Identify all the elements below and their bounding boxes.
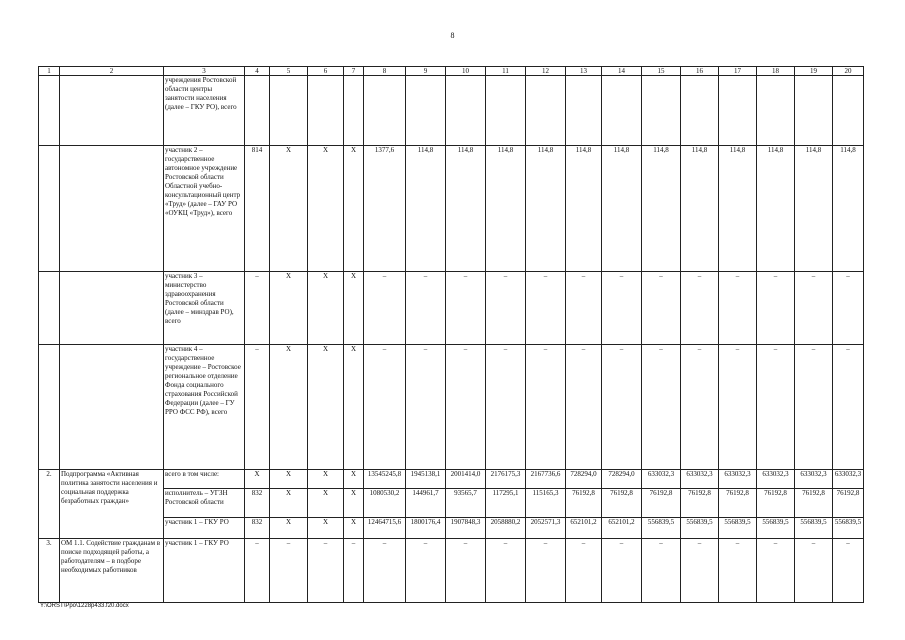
value-cell: 2058880,2 bbox=[486, 518, 526, 539]
file-path-footer: Y:\ORST\Ppo\1228p433.f20.docx bbox=[40, 603, 129, 609]
value-cell: Х bbox=[270, 489, 308, 518]
value-cell: – bbox=[833, 345, 864, 470]
value-cell: 2001414,0 bbox=[446, 470, 486, 489]
value-cell: 652101,2 bbox=[566, 518, 602, 539]
column-header: 8 bbox=[364, 67, 406, 76]
value-cell: – bbox=[757, 272, 795, 345]
column-header: 13 bbox=[566, 67, 602, 76]
value-cell: 76192,8 bbox=[566, 489, 602, 518]
value-cell: 114,8 bbox=[486, 146, 526, 272]
value-cell: 652101,2 bbox=[602, 518, 642, 539]
value-cell: Х bbox=[308, 470, 344, 489]
value-cell: – bbox=[344, 539, 364, 603]
value-cell: – bbox=[486, 539, 526, 603]
value-cell: – bbox=[681, 345, 719, 470]
value-cell: – bbox=[446, 345, 486, 470]
value-cell: – bbox=[486, 272, 526, 345]
column-header: 15 bbox=[642, 67, 681, 76]
value-cell: 556839,5 bbox=[681, 518, 719, 539]
value-cell: – bbox=[757, 345, 795, 470]
value-cell: 633032,3 bbox=[757, 470, 795, 489]
value-cell: 1907848,3 bbox=[446, 518, 486, 539]
value-cell: – bbox=[681, 272, 719, 345]
value-cell: – bbox=[526, 272, 566, 345]
column-header: 14 bbox=[602, 67, 642, 76]
value-cell: 114,8 bbox=[602, 146, 642, 272]
value-cell: 114,8 bbox=[719, 146, 757, 272]
row-number bbox=[39, 146, 60, 272]
value-cell: 76192,8 bbox=[719, 489, 757, 518]
value-cell: – bbox=[526, 345, 566, 470]
value-cell: Х bbox=[344, 345, 364, 470]
value-cell: Х bbox=[270, 146, 308, 272]
value-cell: 633032,3 bbox=[833, 470, 864, 489]
row-number bbox=[39, 272, 60, 345]
value-cell: 2176175,3 bbox=[486, 470, 526, 489]
value-cell: Х bbox=[270, 345, 308, 470]
table-row bbox=[39, 76, 864, 146]
value-cell: – bbox=[757, 539, 795, 603]
value-cell: – bbox=[795, 272, 833, 345]
value-cell: – bbox=[833, 539, 864, 603]
column-header: 4 bbox=[245, 67, 270, 76]
table-row bbox=[39, 272, 864, 345]
value-cell: – bbox=[566, 539, 602, 603]
value-cell: – bbox=[446, 539, 486, 603]
program-name: ОМ 1.1. Содействие гражданам в поиске подходящей работы, а работодателям – в подборе необходимых работников bbox=[60, 539, 164, 603]
value-cell: – bbox=[406, 345, 446, 470]
column-header: 20 bbox=[833, 67, 864, 76]
value-cell: 633032,3 bbox=[642, 470, 681, 489]
value-cell: – bbox=[364, 539, 406, 603]
column-header: 18 bbox=[757, 67, 795, 76]
column-header: 9 bbox=[406, 67, 446, 76]
column-header: 1 bbox=[39, 67, 60, 76]
value-cell: 144961,7 bbox=[406, 489, 446, 518]
value-cell: 556839,5 bbox=[795, 518, 833, 539]
value-cell: 728294,0 bbox=[566, 470, 602, 489]
row-number: 2. bbox=[39, 470, 60, 539]
value-cell: 76192,8 bbox=[602, 489, 642, 518]
column-header: 10 bbox=[446, 67, 486, 76]
value-cell: – bbox=[406, 272, 446, 345]
value-cell: Х bbox=[344, 146, 364, 272]
value-cell: 114,8 bbox=[642, 146, 681, 272]
column-header: 2 bbox=[60, 67, 164, 76]
column-header: 19 bbox=[795, 67, 833, 76]
column-header: 17 bbox=[719, 67, 757, 76]
participant-name: учреждения Ростовской области центры занятости населения (далее – ГКУ РО), всего bbox=[164, 76, 245, 146]
value-cell: 114,8 bbox=[795, 146, 833, 272]
value-cell: 114,8 bbox=[757, 146, 795, 272]
value-cell: – bbox=[602, 345, 642, 470]
table-row bbox=[39, 345, 864, 470]
table-row bbox=[39, 539, 864, 603]
program-name: Подпрограмма «Активная политика занятости населения и социальная поддержка безработных граждан» bbox=[60, 470, 164, 539]
participant-name: участник 4 – государственное учреждение – Ростовское региональное отделение Фонда социального страхования Российской Федерации (далее – ГУ РРО ФСС РФ), всего bbox=[164, 345, 245, 470]
value-cell: – bbox=[642, 272, 681, 345]
value-cell: Х bbox=[270, 272, 308, 345]
value-cell: – bbox=[642, 345, 681, 470]
value-cell: 76192,8 bbox=[757, 489, 795, 518]
row-number bbox=[39, 76, 60, 146]
table-row bbox=[39, 470, 864, 489]
budget-table bbox=[38, 66, 864, 603]
value-cell: – bbox=[719, 272, 757, 345]
value-cell: 832 bbox=[245, 489, 270, 518]
value-cell: Х bbox=[245, 470, 270, 489]
value-cell: 832 bbox=[245, 518, 270, 539]
value-cell: 76192,8 bbox=[642, 489, 681, 518]
value-cell: 633032,3 bbox=[795, 470, 833, 489]
value-cell: 556839,5 bbox=[642, 518, 681, 539]
value-cell: 114,8 bbox=[833, 146, 864, 272]
value-cell: Х bbox=[308, 345, 344, 470]
value-cell: Х bbox=[308, 518, 344, 539]
value-cell: 117295,1 bbox=[486, 489, 526, 518]
value-cell: 1377,6 bbox=[364, 146, 406, 272]
participant-name: всего в том числе: bbox=[164, 470, 245, 489]
value-cell: Х bbox=[344, 272, 364, 345]
row-number: 3. bbox=[39, 539, 60, 603]
value-cell: – bbox=[245, 539, 270, 603]
page-number: 8 bbox=[450, 31, 455, 40]
value-cell: 633032,3 bbox=[681, 470, 719, 489]
table-body bbox=[39, 67, 864, 603]
value-cell: – bbox=[602, 539, 642, 603]
value-cell: 556839,5 bbox=[757, 518, 795, 539]
column-header: 7 bbox=[344, 67, 364, 76]
value-cell: 114,8 bbox=[566, 146, 602, 272]
column-header: 12 bbox=[526, 67, 566, 76]
value-cell: – bbox=[566, 345, 602, 470]
value-cell: 114,8 bbox=[406, 146, 446, 272]
column-header: 6 bbox=[308, 67, 344, 76]
value-cell: – bbox=[406, 539, 446, 603]
value-cell: – bbox=[681, 539, 719, 603]
program-name bbox=[60, 272, 164, 345]
value-cell: Х bbox=[308, 272, 344, 345]
value-cell: – bbox=[719, 345, 757, 470]
value-cell: Х bbox=[344, 470, 364, 489]
value-cell: – bbox=[486, 345, 526, 470]
participant-name: участник 2 – государственное автономное учреждение Ростовской области Областной учебно-консультационный центр «Труд» (далее – ГАУ РО «ОУКЦ «Труд»), всего bbox=[164, 146, 245, 272]
participant-name: участник 1 – ГКУ РО bbox=[164, 518, 245, 539]
value-cell: 114,8 bbox=[681, 146, 719, 272]
value-cell: 114,8 bbox=[446, 146, 486, 272]
value-cell: – bbox=[795, 345, 833, 470]
value-cell: 2167736,6 bbox=[526, 470, 566, 489]
value-cell: – bbox=[270, 539, 308, 603]
value-cell: – bbox=[602, 272, 642, 345]
value-cell: – bbox=[245, 272, 270, 345]
value-cell: 633032,3 bbox=[719, 470, 757, 489]
value-cell: 556839,5 bbox=[719, 518, 757, 539]
column-header: 5 bbox=[270, 67, 308, 76]
value-cell: Х bbox=[308, 146, 344, 272]
value-cell: – bbox=[364, 345, 406, 470]
value-cell: 93565,7 bbox=[446, 489, 486, 518]
row-number bbox=[39, 345, 60, 470]
program-name bbox=[60, 345, 164, 470]
value-cell: Х bbox=[344, 518, 364, 539]
header-row bbox=[39, 67, 864, 76]
participant-name: участник 1 – ГКУ РО bbox=[164, 539, 245, 603]
value-cell: 12464715,6 bbox=[364, 518, 406, 539]
value-cell: Х bbox=[270, 518, 308, 539]
program-name bbox=[60, 76, 164, 146]
value-cell: 2052571,3 bbox=[526, 518, 566, 539]
value-cell: 814 bbox=[245, 146, 270, 272]
value-cell: – bbox=[245, 345, 270, 470]
value-cell: 76192,8 bbox=[833, 489, 864, 518]
value-cell: – bbox=[642, 539, 681, 603]
value-cell: – bbox=[526, 539, 566, 603]
value-cell: – bbox=[833, 272, 864, 345]
column-header: 11 bbox=[486, 67, 526, 76]
value-cell: Х bbox=[308, 489, 344, 518]
value-cell: 1080530,2 bbox=[364, 489, 406, 518]
column-header: 3 bbox=[164, 67, 245, 76]
value-cell: – bbox=[795, 539, 833, 603]
value-cell: – bbox=[446, 272, 486, 345]
value-cell: 115165,3 bbox=[526, 489, 566, 518]
value-cell: 13545245,8 bbox=[364, 470, 406, 489]
table-row bbox=[39, 146, 864, 272]
value-cell: Х bbox=[344, 489, 364, 518]
participant-name: участник 3 – министерство здравоохранения Ростовской области (далее – минздрав РО), всего bbox=[164, 272, 245, 345]
value-cell: – bbox=[308, 539, 344, 603]
program-name bbox=[60, 146, 164, 272]
value-cell: 1945138,1 bbox=[406, 470, 446, 489]
value-cell: – bbox=[364, 272, 406, 345]
participant-name: исполнитель – УГЗН Ростовской области bbox=[164, 489, 245, 518]
value-cell: – bbox=[719, 539, 757, 603]
value-cell: 76192,8 bbox=[681, 489, 719, 518]
value-cell: 556839,5 bbox=[833, 518, 864, 539]
value-cell: – bbox=[566, 272, 602, 345]
value-cell: 728294,0 bbox=[602, 470, 642, 489]
value-cell: 114,8 bbox=[526, 146, 566, 272]
value-cell: 1800176,4 bbox=[406, 518, 446, 539]
value-cell: 76192,8 bbox=[795, 489, 833, 518]
column-header: 16 bbox=[681, 67, 719, 76]
value-cell: Х bbox=[270, 470, 308, 489]
